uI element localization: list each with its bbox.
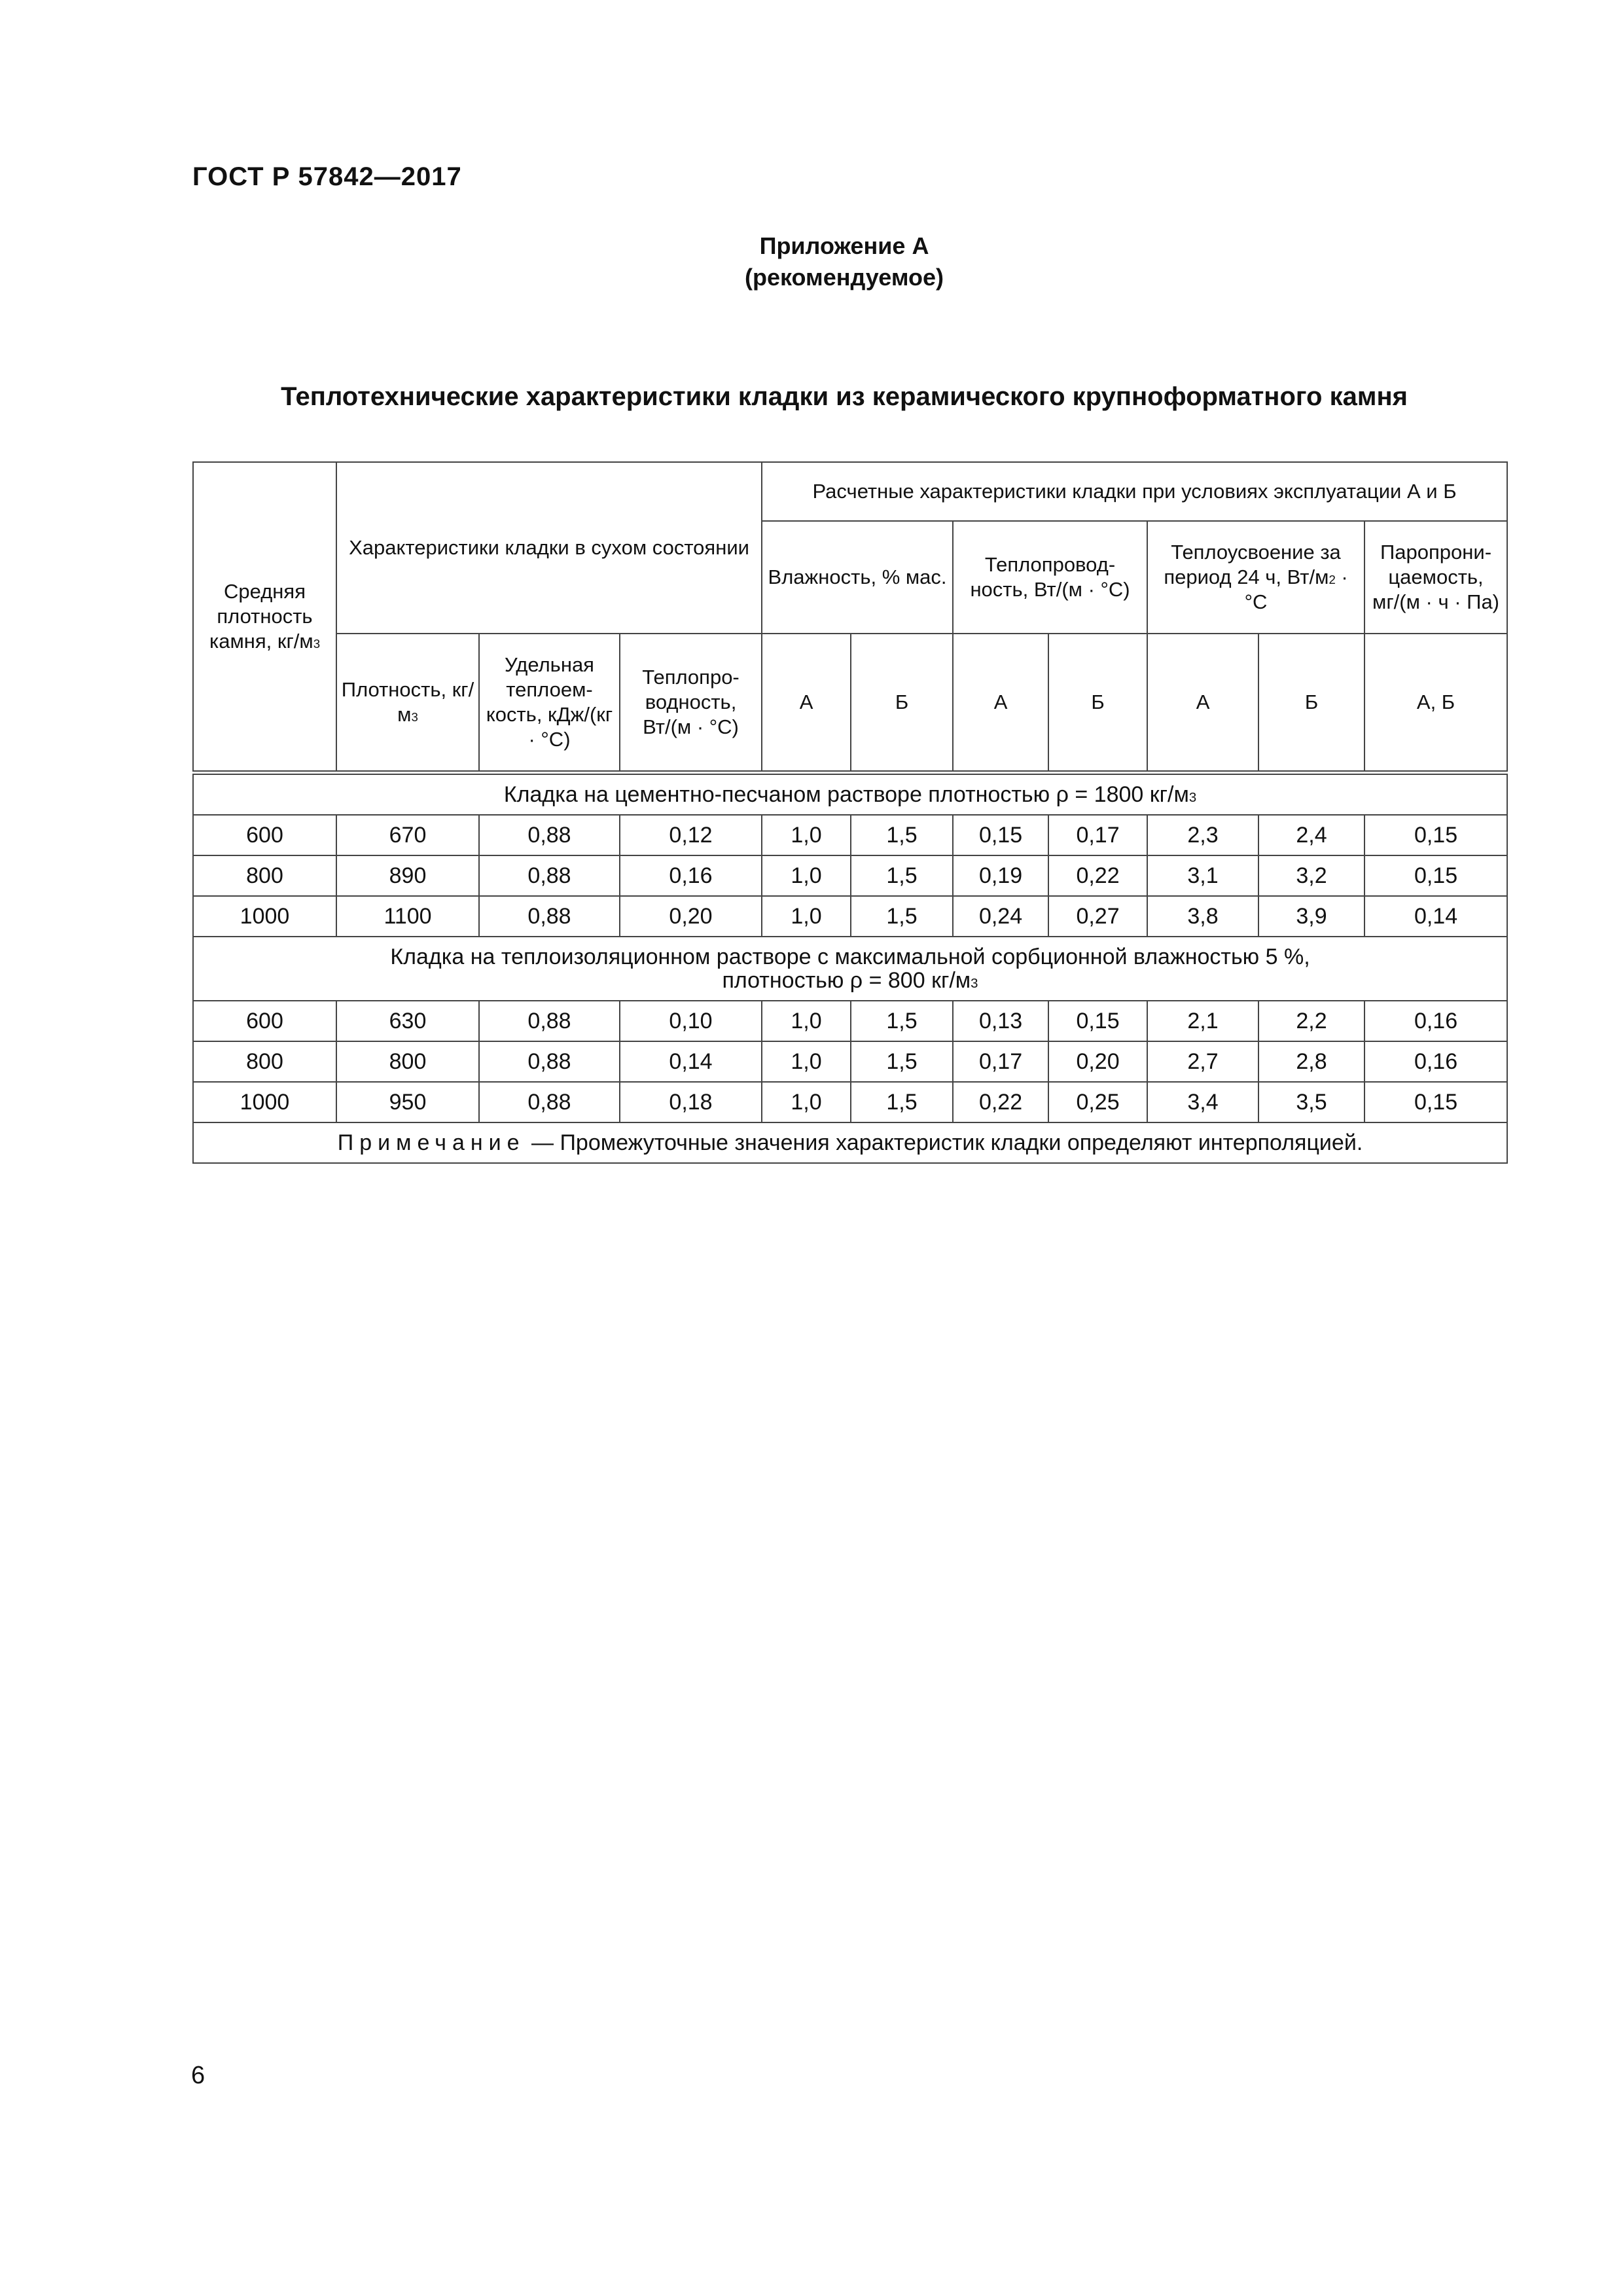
table-cell: 1,5: [851, 896, 953, 937]
table-note: [193, 1122, 1507, 1163]
table-cell: 0,15: [1048, 1001, 1147, 1041]
header-thermal-conductivity: Теплопровод-ность, Вт/(м · °С): [953, 521, 1147, 634]
header-conductivity-b: Б: [1048, 634, 1147, 773]
table-cell: 630: [336, 1001, 479, 1041]
table-cell: 1000: [193, 1082, 336, 1122]
table-cell: 1,0: [762, 855, 851, 896]
header-conductivity-a: А: [953, 634, 1048, 773]
header-dry-group: Характеристики кладки в сухом состоянии: [336, 462, 762, 634]
table-cell: 3,5: [1258, 1082, 1364, 1122]
table-cell: 0,20: [1048, 1041, 1147, 1082]
table-cell: 3,2: [1258, 855, 1364, 896]
header-dry-density: Плотность, $кг/м^3$: [336, 634, 479, 773]
table-cell: 3,9: [1258, 896, 1364, 937]
table-cell: 800: [336, 1041, 479, 1082]
table-cell: 1100: [336, 896, 479, 937]
table-row: [193, 855, 1507, 896]
note-label: Примечание: [337, 1130, 526, 1155]
table-cell: 0,14: [620, 1041, 762, 1082]
table-cell: 1,5: [851, 1041, 953, 1082]
table-cell: 2,8: [1258, 1041, 1364, 1082]
table-cell: 0,16: [1364, 1041, 1507, 1082]
table-cell: 600: [193, 815, 336, 855]
table-cell: 1,0: [762, 1041, 851, 1082]
annex-title: Приложение А: [759, 232, 929, 259]
table-cell: 0,88: [479, 896, 620, 937]
table-cell: 0,17: [953, 1041, 1048, 1082]
table-cell: 0,17: [1048, 815, 1147, 855]
table-cell: 0,88: [479, 855, 620, 896]
table-cell: 0,15: [1364, 855, 1507, 896]
annex-subtitle: (рекомендуемое): [745, 264, 944, 291]
table-row: [193, 815, 1507, 855]
header-avg-density: Средняя плотность камня, $кг/м^3$: [193, 462, 336, 773]
table-cell: 1,5: [851, 815, 953, 855]
table-cell: 1,5: [851, 1082, 953, 1122]
table-row: [193, 896, 1507, 937]
table-cell: 1,0: [762, 1082, 851, 1122]
header-specific-heat: Удельная теплоем-кость, кДж/(кг · °С): [479, 634, 620, 773]
header-dry-thermal-conductivity: Теплопро-водность, Вт/(м · °С): [620, 634, 762, 773]
table-cell: 0,24: [953, 896, 1048, 937]
table-cell: 0,12: [620, 815, 762, 855]
table-cell: 800: [193, 1041, 336, 1082]
table-cell: 0,10: [620, 1001, 762, 1041]
table-cell: 0,22: [953, 1082, 1048, 1122]
table-cell: 2,7: [1147, 1041, 1258, 1082]
table-row: [193, 1041, 1507, 1082]
table-cell: 0,88: [479, 1001, 620, 1041]
table-cell: 0,15: [1364, 815, 1507, 855]
table-row: [193, 1082, 1507, 1122]
header-humidity-a: А: [762, 634, 851, 773]
table-cell: 0,15: [953, 815, 1048, 855]
table-cell: 0,88: [479, 1082, 620, 1122]
table-cell: 1,5: [851, 855, 953, 896]
note-text: — Промежуточные значения характеристик кладки определяют интерполяцией.: [525, 1130, 1363, 1155]
table-cell: 3,4: [1147, 1082, 1258, 1122]
section-insulating-mortar: [193, 937, 1507, 1001]
table-cell: 3,8: [1147, 896, 1258, 937]
page-number: 6: [191, 2062, 205, 2089]
table-cell: 2,3: [1147, 815, 1258, 855]
table-cell: 1000: [193, 896, 336, 937]
table-cell: 950: [336, 1082, 479, 1122]
section-insulating-mortar-line2: плотностью ρ = 800 $кг/м^3$: [722, 968, 978, 993]
section-cement-mortar: Кладка на цементно-песчаном растворе плотностью ρ = 1800 $кг/м^3$: [193, 773, 1507, 816]
header-absorption-a: А: [1147, 634, 1258, 773]
table-cell: 1,0: [762, 896, 851, 937]
table-cell: 890: [336, 855, 479, 896]
table-cell: 0,19: [953, 855, 1048, 896]
table-cell: 1,5: [851, 1001, 953, 1041]
table-cell: 0,18: [620, 1082, 762, 1122]
characteristics-table: [192, 461, 1508, 1164]
table-cell: 0,16: [1364, 1001, 1507, 1041]
header-vapor-ab: А, Б: [1364, 634, 1507, 773]
header-humidity: Влажность, % мас.: [762, 521, 953, 634]
table-cell: 1,0: [762, 1001, 851, 1041]
header-humidity-b: Б: [851, 634, 953, 773]
document-code: ГОСТ Р 57842—2017: [192, 162, 462, 191]
header-calc-group: Расчетные характеристики кладки при условиях эксплуатации А и Б: [762, 462, 1507, 521]
table-cell: 0,20: [620, 896, 762, 937]
table-cell: 600: [193, 1001, 336, 1041]
table-cell: 0,16: [620, 855, 762, 896]
table-cell: 3,1: [1147, 855, 1258, 896]
header-heat-absorption: Теплоусвоение за период 24 ч, $Вт/м^2 \cdot ^\circ С$: [1147, 521, 1364, 634]
table-cell: 2,1: [1147, 1001, 1258, 1041]
table-cell: 0,15: [1364, 1082, 1507, 1122]
table-cell: 1,0: [762, 815, 851, 855]
table-title: Теплотехнические характеристики кладки из керамического крупноформатного камня: [281, 382, 1408, 411]
header-vapor-permeability: Паропрони-цаемость, мг/(м · ч · Па): [1364, 521, 1507, 634]
table-cell: 670: [336, 815, 479, 855]
table-cell: 0,25: [1048, 1082, 1147, 1122]
table-cell: 0,14: [1364, 896, 1507, 937]
table-cell: 0,88: [479, 1041, 620, 1082]
header-absorption-b: Б: [1258, 634, 1364, 773]
table-cell: 0,13: [953, 1001, 1048, 1041]
table-cell: 0,88: [479, 815, 620, 855]
table-cell: 2,2: [1258, 1001, 1364, 1041]
table-cell: 0,27: [1048, 896, 1147, 937]
table-cell: 2,4: [1258, 815, 1364, 855]
table-row: [193, 1001, 1507, 1041]
table-cell: 0,22: [1048, 855, 1147, 896]
annex-heading: [0, 230, 1623, 293]
section-insulating-mortar-line1: Кладка на теплоизоляционном растворе с максимальной сорбционной влажностью 5 %,: [390, 944, 1310, 969]
table-cell: 800: [193, 855, 336, 896]
